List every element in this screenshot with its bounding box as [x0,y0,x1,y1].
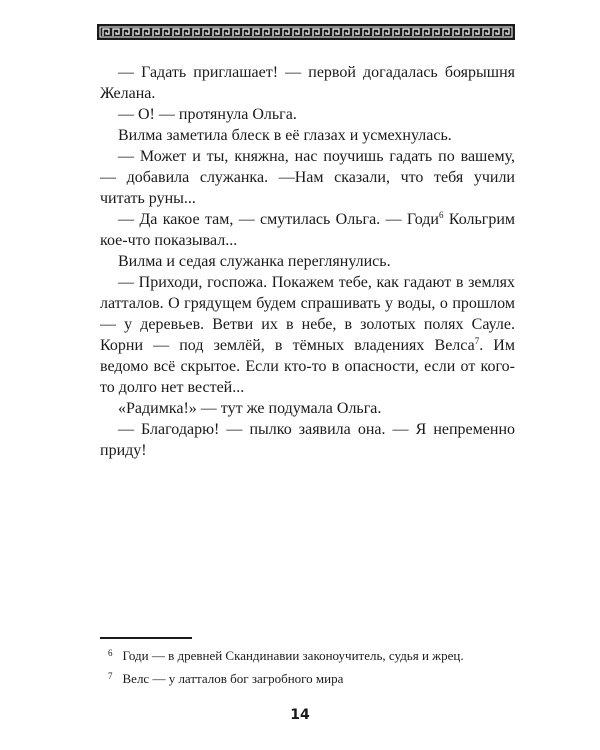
footnote-6 [100,645,518,664]
footnote-text: Годи — в древней Скандинавии законоучитель, судья и жрец. [122,648,464,663]
footnote-number: 6 [108,648,113,658]
paragraph-with-footnote [100,209,515,251]
paragraph: Вилма и седая служанка переглянулись. [118,253,391,270]
paragraph: — Может и ты, княжна, нас поучишь гадать по вашему, — добавила служанка. —Нам сказали, что тебя учили читать руны... [100,148,515,207]
paragraph-with-footnote [100,272,515,398]
paragraph: — Гадать приглашает! — первой догадалась боярышня Желана. [100,64,515,102]
paragraph-text: Кольгрим кое-что показывал... [100,211,516,249]
footnote-7 [100,668,518,687]
footnote-ref-7[interactable]: 7 [474,336,480,346]
paragraph-text: — Приходи, госпожа. Покажем тебе, как гадают в землях латталов. О грядущем будем спрашивать у воды, о прошлом — у деревьев. Ветви их в небе, в золотых полях Сауле. Корни — под землёй, в тёмных владениях Велса [100,274,515,354]
footnotes [100,645,518,691]
footnote-text: Велс — у латталов бог загробного мира [122,671,344,686]
paragraph: — О! — протянула Ольга. [118,106,297,123]
paragraph-text: . Им ведомо всё скрытое. Если кто-то в опасности, если от кого-то долго нет вестей... [100,337,515,396]
footnote-divider [100,637,192,639]
paragraph: «Радимка!» — тут же подумала Ольга. [118,400,382,417]
paragraph: — Благодарю! — пылко заявила она. — Я непременно приду! [100,421,515,459]
main-text [100,62,515,461]
paragraph: Вилма заметила блеск в её глазах и усмехнулась. [118,127,452,144]
footnote-number: 7 [108,671,113,681]
greek-key-border-ornament [97,24,515,40]
footnote-ref-6[interactable]: 6 [438,210,444,220]
page-number: 14 [290,707,310,723]
paragraph-text: — Да какое там, — смутилась Ольга. — Годи [118,211,439,228]
